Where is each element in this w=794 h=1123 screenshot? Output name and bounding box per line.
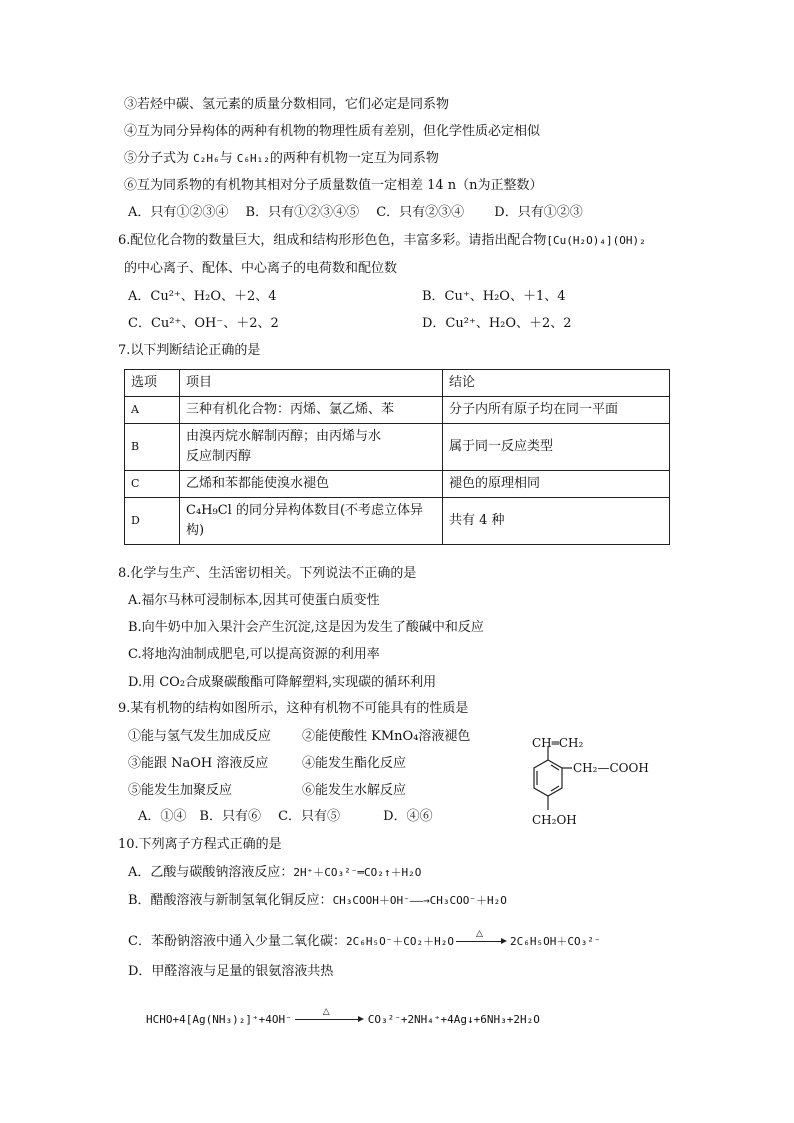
substituent-vinyl: CH═CH₂: [532, 738, 584, 750]
q10-c-reaction-arrow: [456, 928, 508, 948]
table-row: [125, 424, 670, 471]
statement-5-text-b: 与: [219, 151, 237, 166]
q9-property-2: ②能使酸性 KMnO₄溶液褪色: [302, 729, 471, 744]
q10-d-equation-right: CO₃²⁻+2NH₄⁺+4Ag↓+6NH₃+2H₂O: [367, 1013, 540, 1026]
q8-option-d: D.用 CO₂合成聚碳酸酯可降解塑料,实现碳的循环利用: [128, 675, 437, 690]
q10-d-reaction-arrow: [295, 1006, 365, 1026]
table-row: [125, 397, 670, 424]
row-d-conclusion: 共有 4 种: [443, 498, 670, 545]
q8-option-c: C.将地沟油制成肥皂,可以提高资源的利用率: [128, 647, 380, 662]
q5-options: A．只有①②③④ B．只有①②③④⑤ C．只有②③④ D．只有①②③: [128, 205, 583, 220]
q6-option-c: C．Cu²⁺、OH⁻、＋2、2: [128, 316, 279, 331]
formula-c2h6: C₂H₆: [193, 152, 220, 165]
row-d-option: D: [125, 498, 180, 545]
q9-property-6: ⑥能发生水解反应: [302, 783, 407, 798]
row-a-option: A: [125, 397, 180, 424]
benzene-ring: [534, 760, 562, 796]
header-conclusion: 结论: [443, 370, 670, 397]
formula-c6h12: C₆H₁₂: [236, 152, 270, 165]
q8-option-b: B.向牛奶中加入果汁会产生沉淀,这是因为发生了酸碱中和反应: [128, 620, 484, 635]
header-option: 选项: [125, 370, 180, 397]
q10-option-b: [128, 892, 507, 910]
q9-property-1: ①能与氢气发生加成反应: [128, 729, 272, 744]
delta-icon: △: [476, 928, 483, 939]
header-item: 项目: [180, 370, 443, 397]
statement-6: ⑥互为同系物的有机物其相对分子质量数值一定相差 14 n（n为正整数）: [124, 178, 543, 193]
row-d-item-line2: 构): [186, 523, 205, 538]
q10-d-equation: [146, 1006, 540, 1029]
q10-c-equation-left: 2C₆H₅O⁻＋CO₂＋H₂O: [345, 935, 455, 948]
row-d-item-line1: C₄H₉Cl 的同分异构体数目(不考虑立体异: [186, 503, 424, 518]
q10-c-text: C．苯酚钠溶液中通入少量二氧化碳：: [128, 934, 346, 949]
q10-b-text: B．醋酸溶液与新制氢氧化铜反应：: [128, 893, 333, 908]
row-a-conclusion: 分子内所有原子均在同一平面: [443, 397, 670, 424]
row-b-conclusion: 属于同一反应类型: [443, 424, 670, 471]
q6-stem-line1: [118, 232, 646, 250]
row-b-item-line2: 反应制丙醇: [186, 449, 252, 464]
statement-5-text-a: ⑤分子式为: [124, 151, 194, 166]
q9-options: A．①④ B．只有⑥ C．只有⑤ D．④⑥: [138, 809, 433, 824]
statement-3: ③若烃中碳、氢元素的质量分数相同，它们必定是同系物: [124, 97, 450, 112]
q6-option-b: B．Cu⁺、H₂O、＋1、4: [422, 289, 566, 304]
q9-stem: 9.某有机物的结构如图所示，这种有机物不可能具有的性质是: [118, 701, 469, 716]
q6-option-a: A．Cu²⁺、H₂O、＋2、4: [128, 289, 277, 304]
row-d-item: [180, 498, 443, 545]
q6-stem-line2: 的中心离子、配体、中心离子的电荷数和配位数: [124, 261, 398, 276]
row-c-option: C: [125, 471, 180, 498]
substituent-hydroxymethyl: CH₂OH: [532, 813, 577, 827]
table-row: [125, 498, 670, 545]
q10-stem: 10.下列离子方程式正确的是: [118, 837, 282, 852]
q6-option-d: D．Cu²⁺、H₂O、＋2、2: [422, 316, 572, 331]
q8-option-a: A.福尔马林可浸制标本,因其可使蛋白质变性: [128, 593, 380, 608]
row-a-item: 三种有机化合物：丙烯、氯乙烯、苯: [180, 397, 443, 424]
q10-option-c: [128, 928, 601, 951]
q9-property-3: ③能跟 NaOH 溶液反应: [128, 756, 269, 771]
q7-table: [124, 369, 670, 545]
q10-c-equation-right: 2C₆H₅OH＋CO₃²⁻: [510, 935, 601, 948]
delta-icon: △: [322, 1006, 330, 1017]
row-b-option: B: [125, 424, 180, 471]
statement-4: ④互为同分异构体的两种有机物的物理性质有差别，但化学性质必定相似: [124, 124, 541, 139]
q7-stem: 7.以下判断结论正确的是: [118, 343, 261, 358]
q10-option-a: [128, 864, 421, 882]
row-c-conclusion: 褪色的原理相同: [443, 471, 670, 498]
row-c-item: 乙烯和苯都能使溴水褪色: [180, 471, 443, 498]
row-b-item-line1: 由溴丙烷水解制丙醇；由丙烯与水: [186, 429, 382, 444]
table-row: [125, 471, 670, 498]
q10-b-equation: CH₃COOH＋OH⁻——→CH₃COO⁻＋H₂O: [332, 894, 507, 907]
q9-property-4: ④能发生酯化反应: [302, 756, 407, 771]
q10-option-d: D．甲醛溶液与足量的银氨溶液共热: [128, 964, 334, 979]
q6-formula: [Cu(H₂O)₄](OH)₂: [546, 234, 646, 247]
substituent-acetic: CH₂—COOH: [573, 761, 649, 775]
row-b-item: [180, 424, 443, 471]
q9-property-5: ⑤能发生加聚反应: [128, 783, 233, 798]
q8-stem: 8.化学与生产、生活密切相关。下列说法不正确的是: [118, 566, 417, 581]
q10-a-text: A．乙酸与碳酸钠溶液反应：: [128, 865, 294, 880]
statement-5-text-c: 的两种有机物一定互为同系物: [269, 151, 439, 166]
q9-structure-diagram: [510, 738, 670, 838]
table-header-row: [125, 370, 670, 397]
q6-stem-text: 6.配位化合物的数量巨大，组成和结构形形色色，丰富多彩。请指出配合物: [118, 233, 547, 248]
statement-5: [124, 150, 439, 168]
q10-a-equation: 2H⁺＋CO₃²⁻═CO₂↑＋H₂O: [293, 866, 422, 879]
q10-d-equation-left: HCHO+4[Ag(NH₃)₂]⁺+4OH⁻: [146, 1013, 292, 1026]
